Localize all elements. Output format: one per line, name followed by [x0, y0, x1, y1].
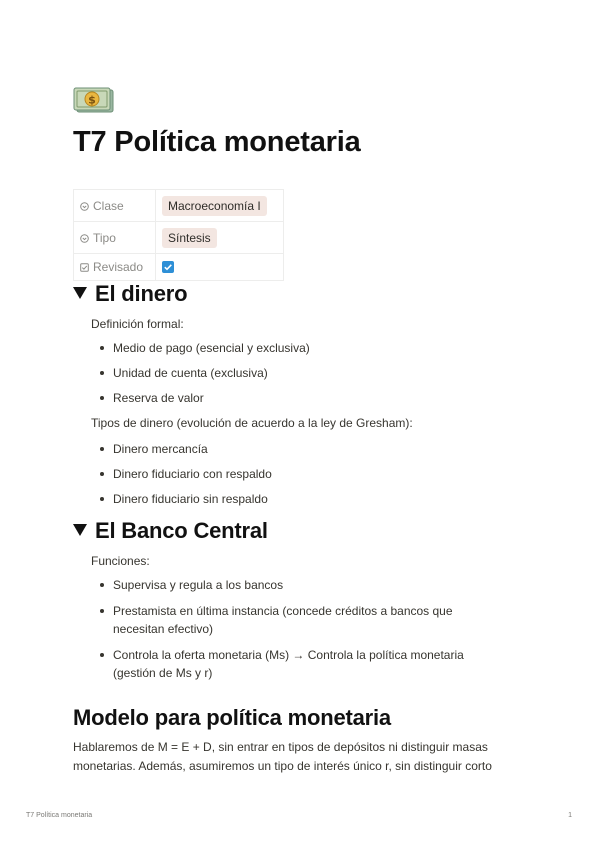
list-item: Dinero fiduciario sin respaldo	[113, 490, 513, 508]
property-value-cell[interactable]	[156, 190, 284, 222]
property-value-cell	[156, 254, 284, 281]
property-row-tipo	[74, 222, 284, 254]
list-item: Medio de pago (esencial y exclusiva)	[113, 339, 513, 357]
toggle-triangle-icon[interactable]	[73, 524, 87, 536]
types-label: Tipos de dinero (evolución de acuerdo a la ley de Gresham):	[91, 416, 413, 430]
paragraph-modelo: Hablaremos de M = E + D, sin entrar en tipos de depósitos ni distinguir masas monetarias. Además, asumiremos un tipo de interés único r, sin distinguir corto	[73, 740, 492, 773]
property-value-cell[interactable]	[156, 222, 284, 254]
list-item: Dinero fiduciario con respaldo	[113, 465, 513, 483]
property-key: Revisado	[93, 260, 144, 274]
heading-text: El dinero	[95, 281, 188, 306]
money-emoji-icon	[73, 86, 115, 114]
heading-text: El Banco Central	[95, 518, 268, 543]
property-row-clase	[74, 190, 284, 222]
list-item: Prestamista en última instancia (concede créditos a bancos que necesitan efectivo)	[113, 602, 493, 638]
list-item: Supervisa y regula a los bancos	[113, 576, 513, 594]
page-title: T7 Política monetaria	[73, 126, 361, 158]
definition-label: Definición formal:	[91, 317, 184, 331]
property-row-revisado	[74, 254, 284, 281]
list-item: Unidad de cuenta (exclusiva)	[113, 364, 513, 382]
revisado-checkbox[interactable]	[162, 261, 174, 273]
properties-table	[73, 189, 284, 281]
heading-modelo: Modelo para política monetaria	[73, 705, 391, 730]
tipo-tag[interactable]: Síntesis	[162, 228, 217, 248]
property-key: Tipo	[93, 230, 116, 245]
list-item: Dinero mercancía	[113, 440, 513, 458]
svg-text:$: $	[88, 93, 96, 107]
functions-label: Funciones:	[91, 554, 150, 568]
toggle-heading-banco-central[interactable]	[73, 518, 268, 544]
toggle-triangle-icon[interactable]	[73, 287, 87, 299]
checkbox-icon	[80, 261, 89, 270]
select-icon	[80, 232, 89, 241]
property-key: Clase	[93, 198, 124, 213]
page-number: 1	[568, 812, 572, 819]
clase-tag[interactable]: Macroeconomía I	[162, 196, 267, 216]
toggle-heading-dinero[interactable]	[73, 281, 187, 307]
list-item: Controla la oferta monetaria (Ms) → Controla la política monetaria (gestión de Ms y r)	[113, 646, 503, 682]
footer-title: T7 Política monetaria	[26, 812, 93, 819]
select-icon	[80, 200, 89, 209]
list-item: Reserva de valor	[113, 389, 513, 407]
